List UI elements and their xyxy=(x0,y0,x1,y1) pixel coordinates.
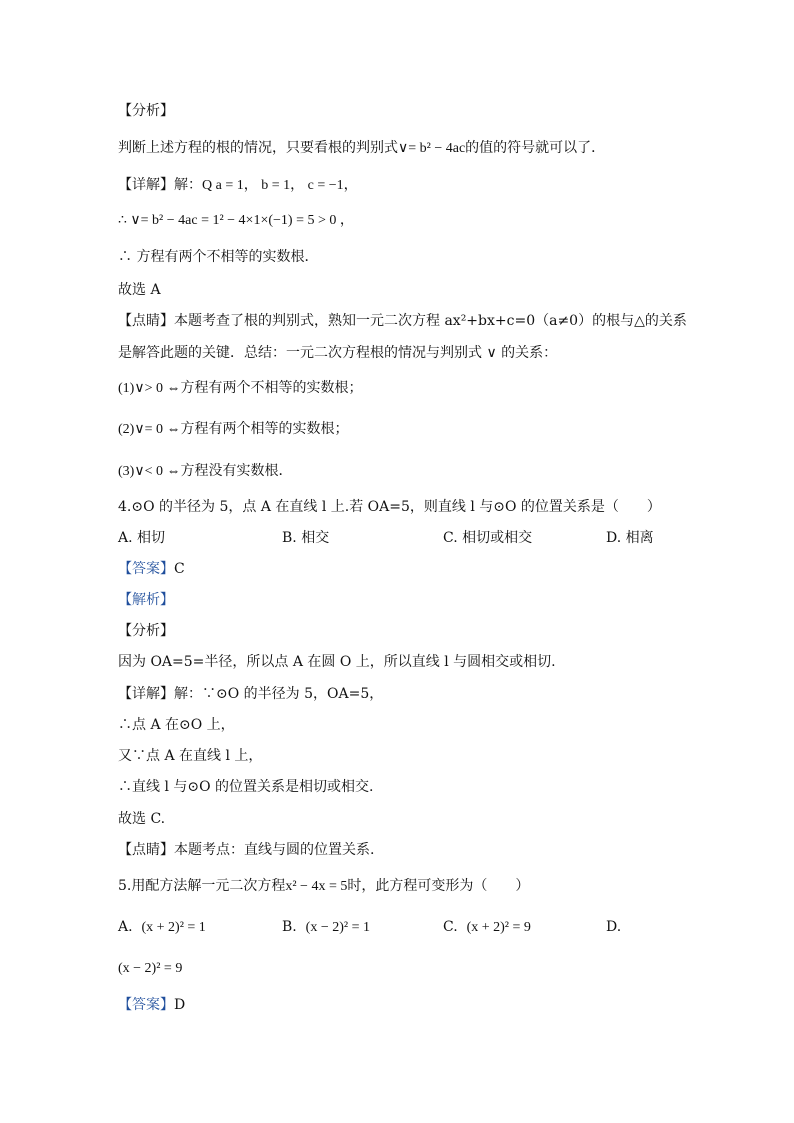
comment-line-1 xyxy=(118,311,687,331)
choose-line: 故选 A xyxy=(118,282,161,298)
q4-step2: 又∵点 A 在直线 l 上， xyxy=(118,748,263,764)
case3-text: 方程没有实数根． xyxy=(180,463,293,479)
detail-intro: 解： xyxy=(174,177,202,193)
q4-explain-heading: 【解析】 xyxy=(118,592,174,608)
q5-option-c-formula: (x + 2)² = 9 xyxy=(466,920,531,935)
q4-comment-line xyxy=(118,840,374,860)
q4-detail-line xyxy=(118,684,383,704)
detail-line xyxy=(118,175,358,196)
case3-math: (3)∨< 0 ⇔ xyxy=(118,464,181,479)
q5-option-a-letter: A. xyxy=(118,919,133,935)
q4-step3: ∴直线 l 与⊙O 的位置关系是相切或相交. xyxy=(118,779,374,795)
discriminant-formula: ∨= b² − 4ac xyxy=(398,141,466,156)
q5-option-c-letter: C. xyxy=(443,919,458,935)
detail-heading: 【详解】 xyxy=(118,177,174,193)
q5-option-d-formula: (x − 2)² = 9 xyxy=(118,961,183,976)
q5-option-b-letter: B. xyxy=(282,919,297,935)
analysis-paragraph xyxy=(118,138,605,159)
comment-line-2: 是解答此题的关键．总结：一元二次方程根的情况与判别式 ∨ 的关系： xyxy=(118,345,558,361)
q5-answer-line xyxy=(118,995,185,1015)
case2-text: 方程有两个相等的实数根； xyxy=(180,421,349,437)
q5-option-a-formula: (x + 2)² = 1 xyxy=(141,920,206,935)
analysis-text-b: 的值的符号就可以了． xyxy=(465,140,606,156)
q4-choose: 故选 C. xyxy=(118,811,166,827)
case2-math: (2)∨= 0 ⇔ xyxy=(118,422,181,437)
q4-comment-heading: 【点睛】 xyxy=(118,842,174,858)
q5-answer-value: D xyxy=(174,997,186,1013)
q4-detail-heading: 【详解】 xyxy=(118,686,174,702)
q5-stem-formula: x² − 4x = 5 xyxy=(285,879,348,894)
case-zero xyxy=(118,419,348,440)
q4-answer-line xyxy=(118,559,185,579)
q5-option-c xyxy=(443,917,531,938)
case-positive xyxy=(118,378,362,399)
q4-option-b: B. 相交 xyxy=(282,530,330,546)
q4-option-c: C. 相切或相交 xyxy=(443,530,533,546)
q4-answer-label: 【答案】 xyxy=(118,561,174,577)
q4-answer-value: C xyxy=(174,561,185,577)
discriminant-calculation: ∴ ∨= b² − 4ac = 1² − 4×1×(−1) = 5 > 0 ， xyxy=(118,213,354,228)
q4-detail-text: 解：∵⊙O 的半径为 5，OA=5， xyxy=(174,686,384,702)
q5-option-d-letter: D. xyxy=(606,919,622,935)
q4-analysis-heading: 【分析】 xyxy=(118,623,174,639)
analysis-text-a: 判断上述方程的根的情况，只要看根的判别式 xyxy=(118,140,398,156)
analysis-heading: 【分析】 xyxy=(118,103,174,119)
question4-stem: 4.⊙O 的半径为 5，点 A 在直线 l 上.若 OA=5，则直线 l 与⊙O 的位置关系是（ ） xyxy=(118,499,661,515)
q5-option-b-formula: (x − 2)² = 1 xyxy=(305,920,370,935)
q5-stem-b: 时，此方程可变形为（ ） xyxy=(347,878,530,894)
given-values: Q a = 1， b = 1， c = −1， xyxy=(202,178,358,193)
q4-comment-text: 本题考点：直线与圆的位置关系. xyxy=(174,842,375,858)
q5-option-b xyxy=(282,917,370,938)
conclusion-line: ∴ 方程有两个不相等的实数根． xyxy=(118,249,319,265)
q4-option-a: A. 相切 xyxy=(118,530,166,546)
q5-answer-label: 【答案】 xyxy=(118,997,174,1013)
case1-math: (1)∨> 0 ⇔ xyxy=(118,381,181,396)
question5-stem xyxy=(118,876,529,897)
q5-option-a xyxy=(118,917,206,938)
case-negative xyxy=(118,461,292,482)
q4-step1: ∴点 A 在⊙O 上， xyxy=(118,717,235,733)
case1-text: 方程有两个不相等的实数根； xyxy=(180,380,363,396)
q4-analysis-text: 因为 OA=5=半径，所以点 A 在圆 O 上，所以直线 l 与圆相交或相切. xyxy=(118,654,556,670)
q5-stem-a: 5.用配方法解一元二次方程 xyxy=(118,878,286,894)
comment-heading: 【点睛】 xyxy=(118,313,174,329)
q4-option-d: D. 相离 xyxy=(606,530,654,546)
comment-text-1: 本题考查了根的判别式，熟知一元二次方程 ax²+bx+c=0（a≠0）的根与△的关系 xyxy=(174,313,687,329)
